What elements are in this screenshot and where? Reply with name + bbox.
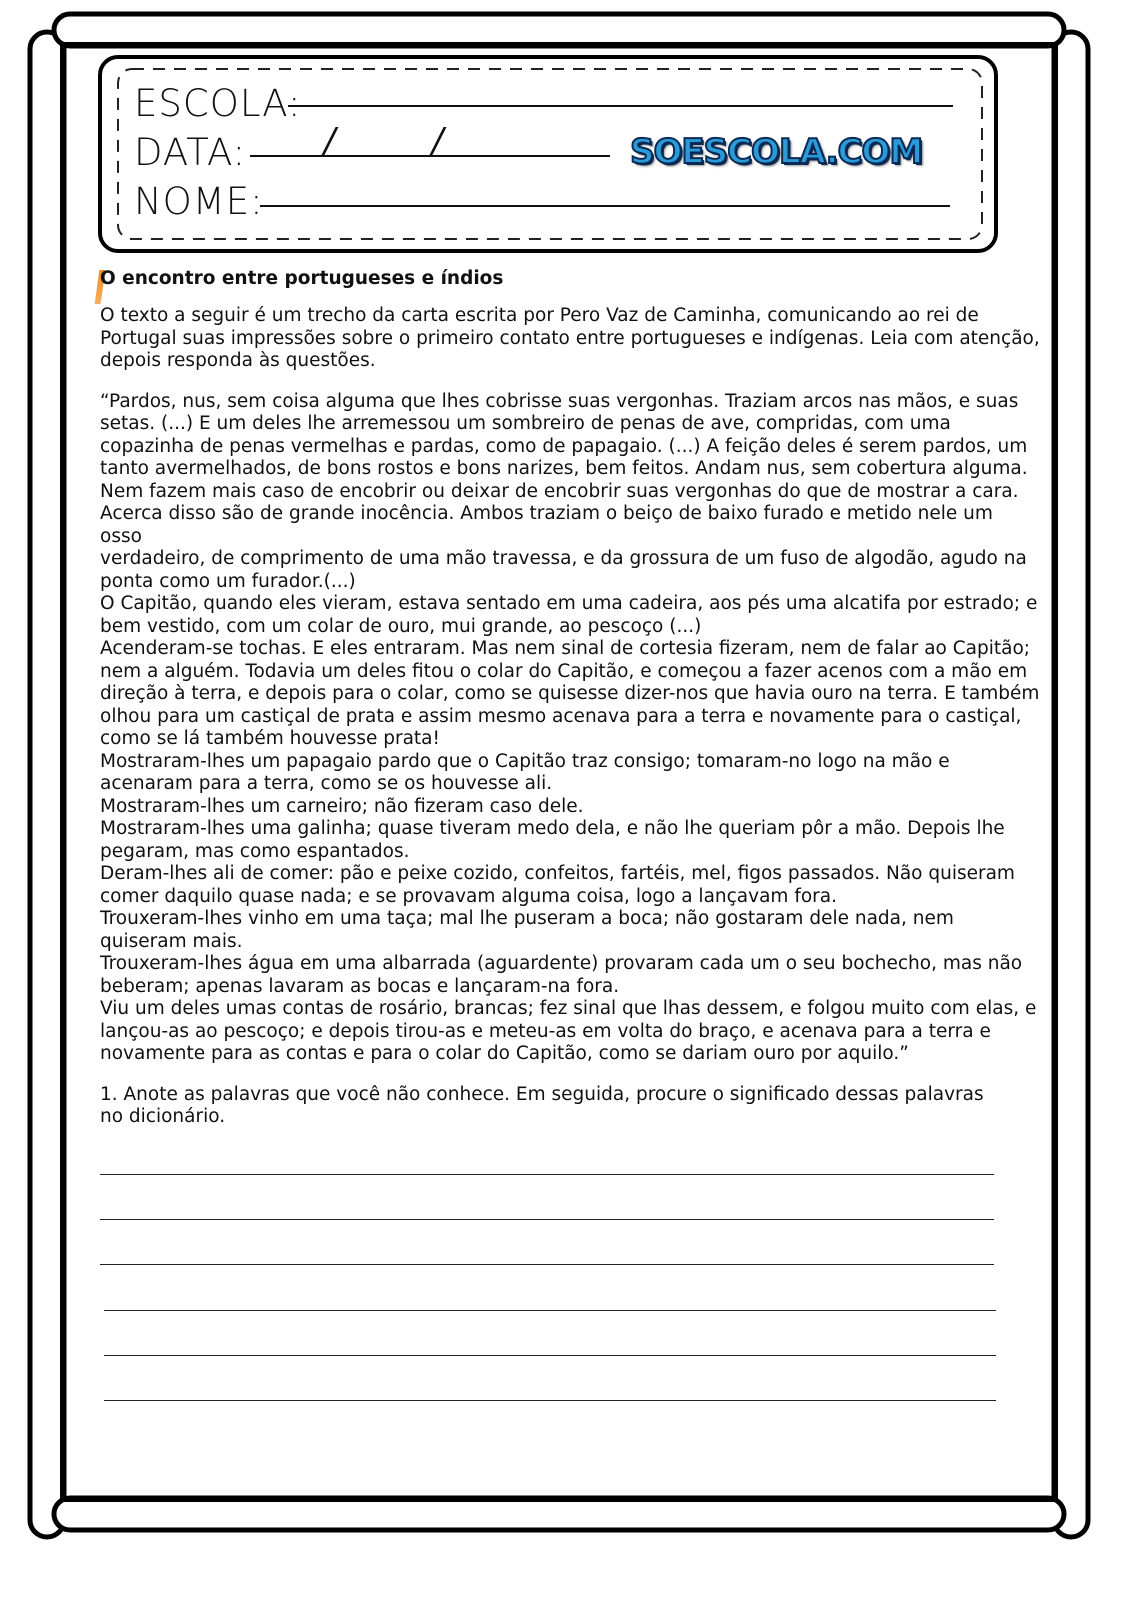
data-field[interactable] bbox=[250, 155, 610, 157]
intro-paragraph: O texto a seguir é um trecho da carta escrita por Pero Vaz de Caminha, comunicando ao rei de Portugal suas impressões sobre o primeiro contato entre portugueses e indígenas. Leia com atenção, depois responda às questões. bbox=[100, 305, 1040, 371]
answer-line[interactable] bbox=[100, 1174, 994, 1175]
worksheet-content bbox=[100, 268, 1040, 1129]
date-separator-2: / bbox=[432, 121, 444, 161]
nome-field[interactable] bbox=[260, 205, 950, 207]
nome-label: NOME: bbox=[134, 180, 264, 223]
letter-paragraph: Trouxeram-lhes vinho em uma taça; mal lhe puseram a boca; não gostaram dele nada, nem quiseram mais. bbox=[100, 908, 954, 952]
letter-paragraph: Trouxeram-lhes água em uma albarrada (aguardente) provaram cada um o seu bochecho, mas não beberam; apenas lavaram as bocas e lançaram-na fora. bbox=[100, 953, 1023, 997]
date-separator-1: / bbox=[324, 121, 336, 161]
data-label: DATA: bbox=[134, 131, 247, 174]
escola-label: ESCOLA: bbox=[134, 82, 302, 125]
letter-paragraph: Viu um deles umas contas de rosário, brancas; fez sinal que lhas dessem, e folgou muito com elas, e lançou-as ao pescoço; e depois tirou-as e meteu-as em volta do braço, e acenava para a terra e novamente para as contas e para o colar do Capitão, como se dariam ouro por aquilo.” bbox=[100, 998, 1037, 1064]
letter-paragraph: “Pardos, nus, sem coisa alguma que lhes cobrisse suas vergonhas. Traziam arcos nas mãos, e suas setas. (...) E um deles lhe arremessou um sombreiro de penas de ave, compridas, com uma copazinha de penas vermelhas e pardas, como de papagaio. (...) A feição deles é serem pardos, um tanto avermelhados, de bons rostos e bons narizes, bem feitos. Andam nus, sem cobertura alguma. Nem fazem mais caso de encobrir ou deixar de encobrir suas vergonhas do que de mostrar a cara. Acerca disso são de grande inocência. Ambos traziam o beiço de baixo furado e metido nele um osso verdadeiro, de comprimento de uma mão travessa, e da grossura de um fuso de algodão, agudo na ponta como um furador.(...) bbox=[100, 390, 1028, 592]
answer-line[interactable] bbox=[104, 1355, 996, 1356]
letter-paragraph: Mostraram-lhes um carneiro; não fizeram caso dele. bbox=[100, 795, 584, 817]
answer-line[interactable] bbox=[100, 1264, 994, 1265]
letter-excerpt bbox=[100, 391, 1040, 1066]
answer-line[interactable] bbox=[100, 1219, 994, 1220]
article-title bbox=[100, 268, 1040, 289]
escola-field[interactable] bbox=[288, 105, 953, 107]
letter-paragraph: Deram-lhes ali de comer: pão e peixe cozido, confeitos, fartéis, mel, figos passados. Não quiseram comer daquilo quase nada; e se provavam alguma coisa, logo a lançavam fora. bbox=[100, 863, 1015, 907]
article-title-text: O encontro entre portugueses e índios bbox=[100, 268, 504, 289]
soescola-logo: SOESCOLA.COM bbox=[630, 132, 923, 172]
answer-line[interactable] bbox=[104, 1310, 996, 1311]
letter-paragraph: O Capitão, quando eles vieram, estava sentado em uma cadeira, aos pés uma alcatifa por estrado; e bem vestido, com um colar de ouro, mui grande, ao pescoço (...) bbox=[100, 593, 1038, 637]
letter-paragraph: Mostraram-lhes um papagaio pardo que o Capitão traz consigo; tomaram-no logo na mão e acenaram para a terra, como se os houvesse ali. bbox=[100, 750, 950, 794]
answer-line[interactable] bbox=[104, 1400, 996, 1401]
letter-paragraph: Mostraram-lhes uma galinha; quase tiveram medo dela, e não lhe queriam pôr a mão. Depois lhe pegaram, mas como espantados. bbox=[100, 818, 1005, 862]
question-1: 1. Anote as palavras que você não conhece. Em seguida, procure o significado dessas palavras no dicionário. bbox=[100, 1083, 984, 1127]
letter-paragraph: Acenderam-se tochas. E eles entraram. Mas nem sinal de cortesia fizeram, nem de falar ao Capitão; nem a alguém. Todavia um deles fitou o colar do Capitão, e começou a fazer acenos com a mão em direção à terra, e depois para o colar, como se quisesse dizer-nos que havia ouro na terra. E também olhou para um castiçal de prata e assim mesmo acenava para a terra e novamente para o castiçal, como se lá também houvesse prata! bbox=[100, 638, 1040, 749]
